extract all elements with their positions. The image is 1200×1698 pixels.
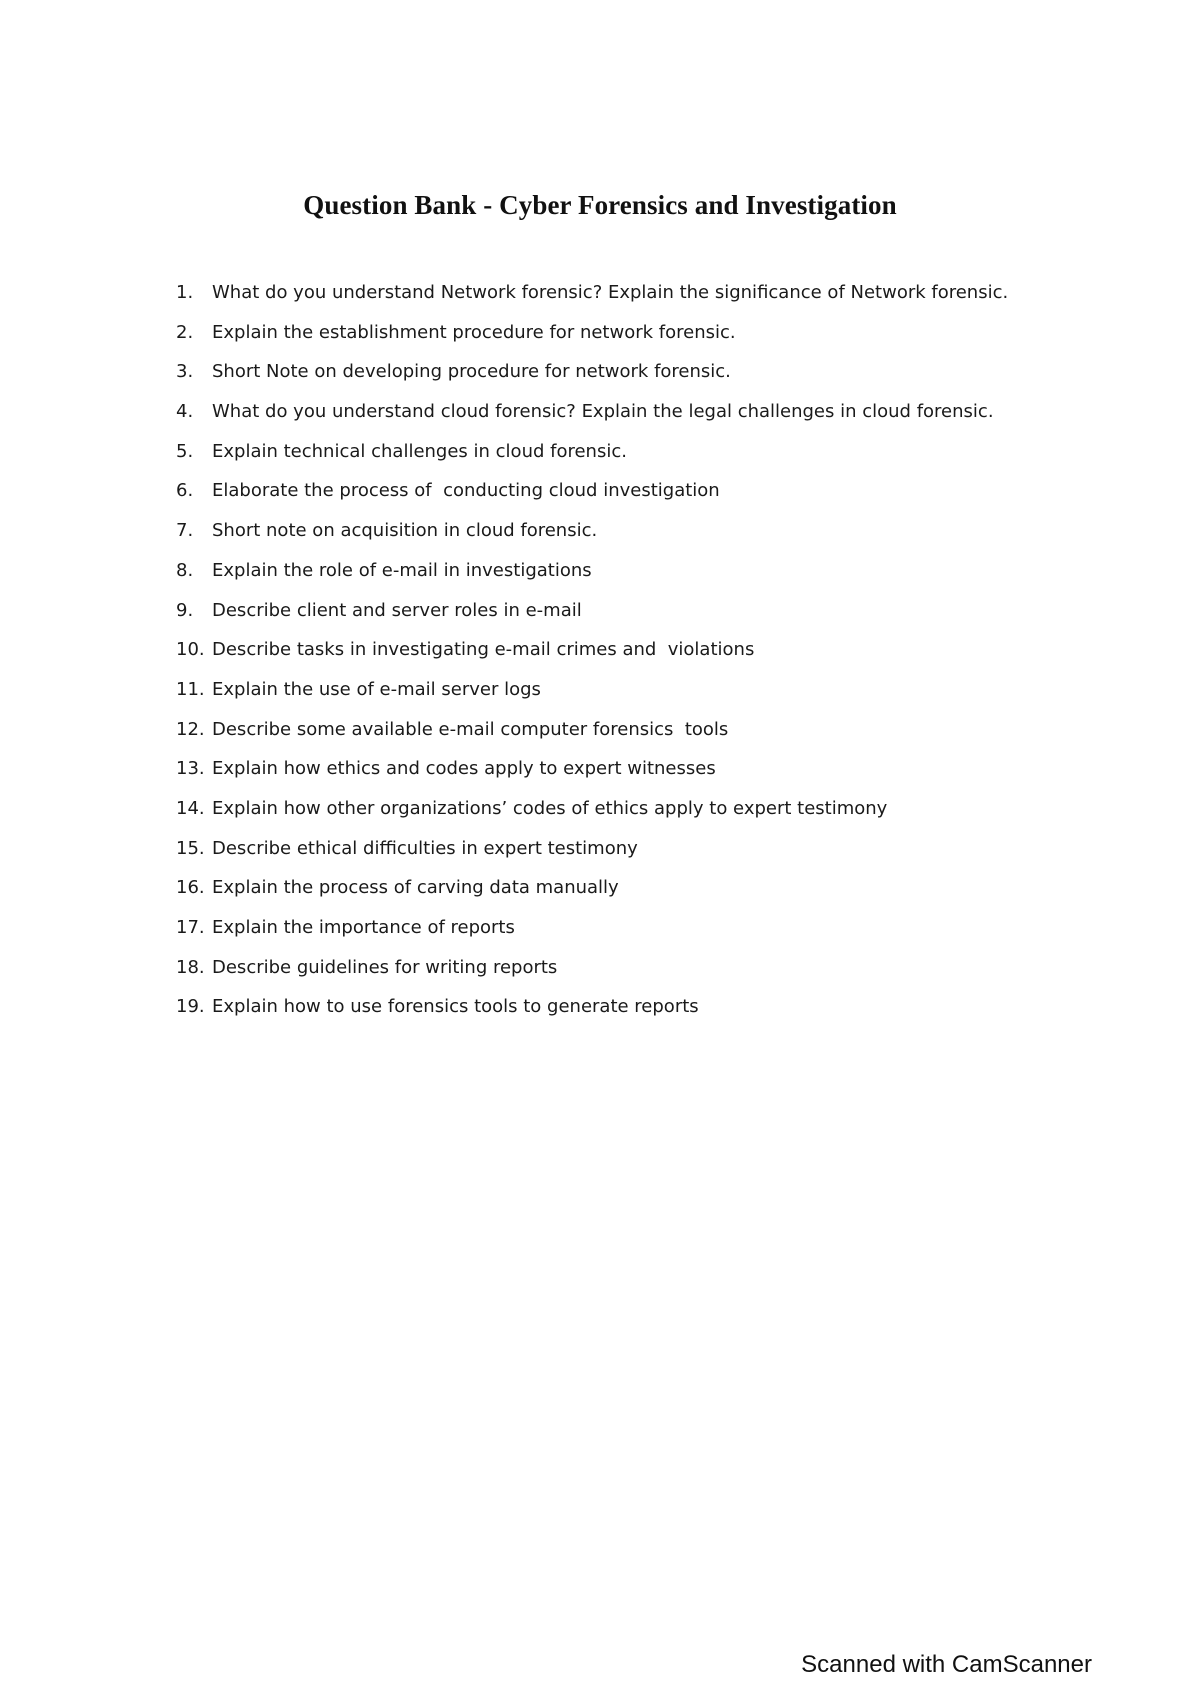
- question-number: 19.: [176, 996, 205, 1018]
- question-number: 16.: [176, 877, 205, 899]
- question-text: Explain how to use forensics tools to generate reports: [212, 996, 699, 1018]
- list-item: [176, 280, 1076, 320]
- question-list: [176, 280, 1076, 1034]
- question-text: Describe client and server roles in e-mail: [212, 599, 582, 621]
- question-number: 3.: [176, 361, 194, 383]
- question-number: 14.: [176, 797, 205, 819]
- list-item: [176, 717, 1076, 757]
- question-text: Describe some available e-mail computer forensics tools: [212, 718, 729, 740]
- list-item: [176, 478, 1076, 518]
- question-text: Elaborate the process of conducting cloud investigation: [212, 480, 720, 502]
- question-text: Describe tasks in investigating e-mail crimes and violations: [212, 639, 755, 661]
- list-item: [176, 955, 1076, 995]
- question-text: Short note on acquisition in cloud forensic.: [212, 520, 598, 542]
- question-text: Explain the use of e-mail server logs: [212, 678, 541, 700]
- list-item: [176, 677, 1076, 717]
- list-item: [176, 915, 1076, 955]
- question-text: Explain the role of e-mail in investigations: [212, 559, 592, 581]
- list-item: [176, 518, 1076, 558]
- question-text: Describe guidelines for writing reports: [212, 956, 558, 978]
- question-text: Explain the importance of reports: [212, 917, 515, 938]
- question-number: 4.: [176, 401, 194, 423]
- question-text: Explain how other organizations’ codes of ethics apply to expert testimony: [212, 797, 888, 819]
- list-item: [176, 836, 1076, 876]
- list-item: [176, 598, 1076, 638]
- question-number: 2.: [176, 321, 194, 343]
- question-number: 8.: [176, 559, 194, 581]
- question-number: 15.: [176, 837, 205, 859]
- question-number: 11.: [176, 678, 205, 700]
- question-number: 5.: [176, 440, 194, 462]
- question-text: Short Note on developing procedure for network forensic.: [212, 361, 731, 383]
- list-item: [176, 796, 1076, 836]
- question-text: Explain the process of carving data manually: [212, 877, 619, 899]
- question-number: 18.: [176, 956, 205, 978]
- list-item: [176, 439, 1076, 479]
- question-number: 13.: [176, 758, 205, 780]
- list-item: [176, 994, 1076, 1034]
- list-item: [176, 875, 1076, 915]
- question-text: Explain technical challenges in cloud forensic.: [212, 440, 627, 462]
- camscanner-watermark: Scanned with CamScanner: [801, 1651, 1092, 1678]
- list-item: [176, 637, 1076, 677]
- list-item: [176, 558, 1076, 598]
- document-title: Question Bank - Cyber Forensics and Investigation: [303, 190, 897, 220]
- question-text: Explain the establishment procedure for network forensic.: [212, 321, 736, 343]
- question-number: 6.: [176, 480, 194, 502]
- list-item: [176, 320, 1076, 360]
- list-item: [176, 359, 1076, 399]
- question-number: 7.: [176, 520, 194, 542]
- question-number: 10.: [176, 639, 205, 661]
- list-item: [176, 756, 1076, 796]
- list-item: [176, 399, 1076, 439]
- question-number: 17.: [176, 917, 205, 938]
- question-text: Describe ethical difficulties in expert testimony: [212, 837, 638, 859]
- question-text: What do you understand cloud forensic? Explain the legal challenges in cloud forensic.: [212, 401, 994, 423]
- question-number: 12.: [176, 718, 205, 740]
- question-text: What do you understand Network forensic? Explain the significance of Network forensic.: [212, 282, 1009, 303]
- question-number: 9.: [176, 599, 194, 621]
- question-number: 1.: [176, 282, 194, 303]
- question-text: Explain how ethics and codes apply to expert witnesses: [212, 758, 716, 780]
